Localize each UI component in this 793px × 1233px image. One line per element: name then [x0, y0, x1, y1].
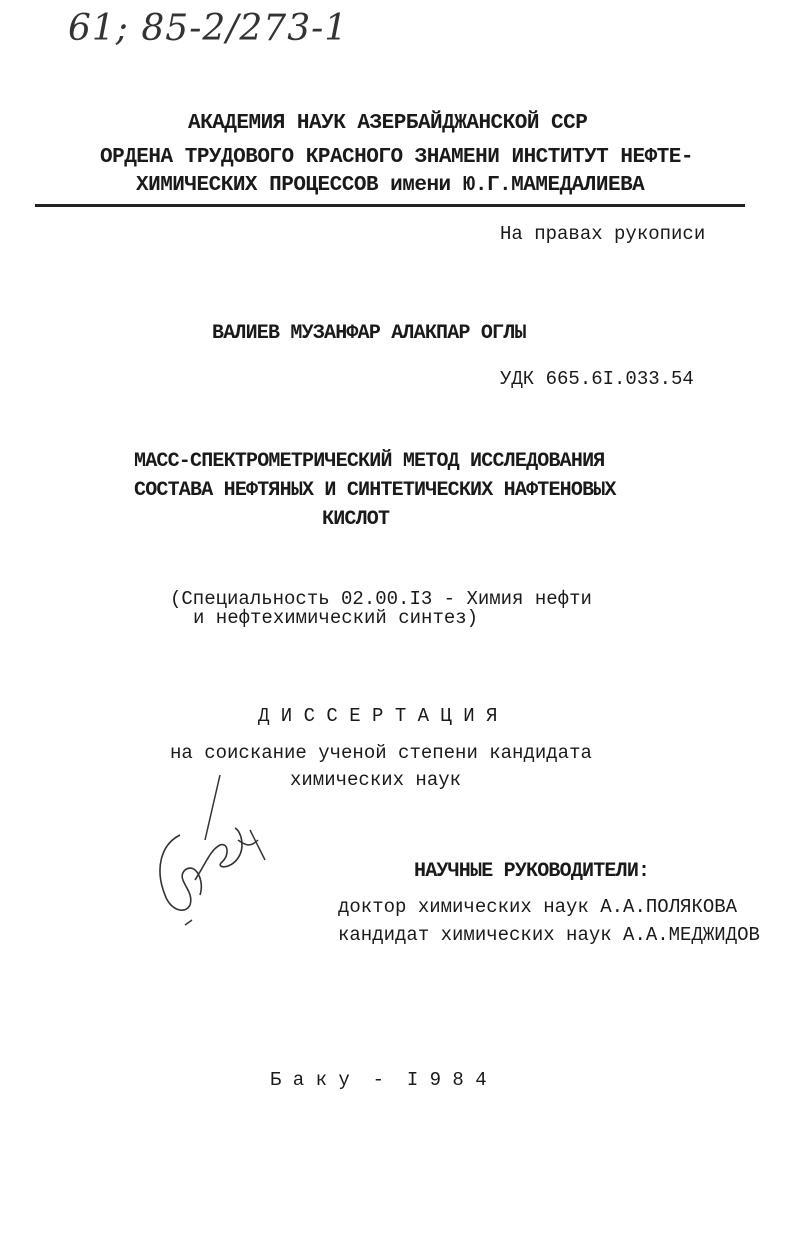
title-line2: СОСТАВА НЕФТЯНЫХ И СИНТЕТИЧЕСКИХ НАФТЕНОВЫХ [134, 479, 616, 502]
supervisors-heading: НАУЧНЫЕ РУКОВОДИТЕЛИ: [414, 860, 650, 883]
academy-name: АКАДЕМИЯ НАУК АЗЕРБАЙДЖАНСКОЙ ССР [188, 112, 588, 135]
institute-name-line1: ОРДЕНА ТРУДОВОГО КРАСНОГО ЗНАМЕНИ ИНСТИТУТ НЕФТЕ- [100, 146, 694, 169]
place-year: Б а к у - I 9 8 4 [270, 1069, 487, 1091]
udk-code: УДК 665.6I.033.54 [500, 368, 694, 390]
signature [150, 770, 280, 940]
supervisor-2: кандидат химических наук А.А.МЕДЖИДОВ [338, 924, 760, 946]
header-divider [35, 204, 745, 207]
author-name: ВАЛИЕВ МУЗАНФАР АЛАКПАР ОГЛЫ [212, 322, 526, 345]
rights-notice: На правах рукописи [500, 223, 706, 245]
degree-line2: химических наук [290, 769, 462, 791]
degree-line1: на соискание ученой степени кандидата [170, 742, 592, 764]
title-line3: КИСЛОТ [322, 508, 390, 531]
supervisor-1: доктор химических наук А.А.ПОЛЯКОВА [338, 896, 738, 918]
specialty-line1: (Специальность 02.00.I3 - Химия нефти [170, 588, 592, 610]
archive-mark: 61; 85-2/273-1 [68, 8, 349, 49]
institute-name-line2: ХИМИЧЕСКИХ ПРОЦЕССОВ имени Ю.Г.МАМЕДАЛИЕВА [136, 174, 645, 197]
title-line1: МАСС-СПЕКТРОМЕТРИЧЕСКИЙ МЕТОД ИССЛЕДОВАНИЯ [134, 450, 605, 473]
specialty-line2: и нефтехимический синтез) [193, 607, 479, 629]
document-type: Д И С С Е Р Т А Ц И Я [258, 705, 498, 727]
